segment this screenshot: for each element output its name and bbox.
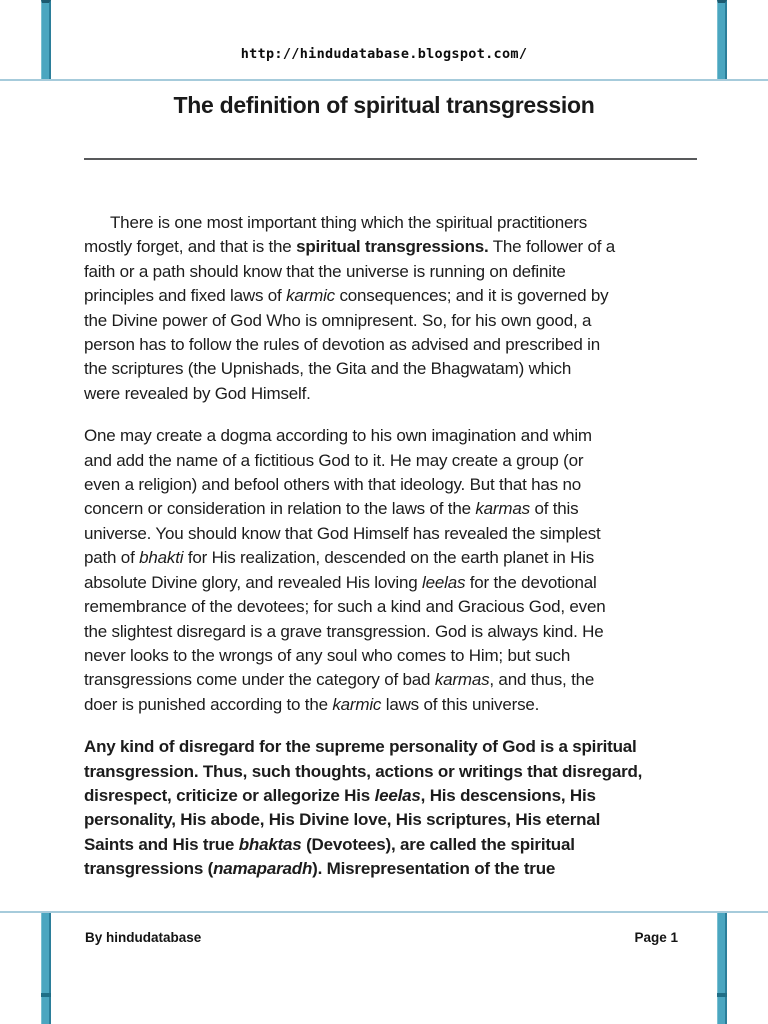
text-line: faith or a path should know that the universe is running on definite: [84, 261, 566, 281]
text-line: the Divine power of God Who is omnipresent. So, for his own good, a: [84, 310, 592, 330]
decorative-bar-bottom-right: [717, 913, 727, 1024]
text-line: path of bhakti for His realization, descended on the earth planet in His: [84, 548, 595, 568]
text-line: never looks to the wrongs of any soul who comes to Him; but such: [84, 645, 571, 665]
footer-rule: [0, 911, 768, 913]
decorative-bar-top-right: [717, 0, 727, 79]
footer-page-number: Page 1: [634, 930, 678, 945]
bar-notch-right: [717, 993, 727, 997]
text-line: even a religion) and befool others with that ideology. But that has no: [84, 475, 581, 495]
footer-author: By hindudatabase: [85, 930, 202, 945]
text-line: disrespect, criticize or allegorize His leelas, His descensions, His: [84, 785, 596, 805]
decorative-bar-bottom-left: [41, 913, 51, 1024]
text-line: doer is punished according to the karmic laws of this universe.: [84, 694, 540, 714]
text-line: were revealed by God Himself.: [84, 383, 311, 403]
paragraph: [84, 211, 700, 406]
text-line: remembrance of the devotees; for such a kind and Gracious God, even: [84, 597, 606, 617]
text-line: transgressions (namaparadh). Misrepresentation of the true: [84, 859, 556, 879]
text-line: Saints and His true bhaktas (Devotees), are called the spiritual: [84, 834, 575, 854]
decorative-bar-top-left: [41, 0, 51, 79]
page-title: The definition of spiritual transgression: [173, 92, 595, 118]
text-line: transgressions come under the category of bad karmas, and thus, the: [84, 670, 595, 690]
text-line: and add the name of a fictitious God to it. He may create a group (or: [84, 450, 584, 470]
paragraph: [84, 735, 700, 881]
text-line: Any kind of disregard for the supreme personality of God is a spiritual: [84, 737, 637, 757]
text-line: principles and fixed laws of karmic consequences; and it is governed by: [84, 286, 609, 306]
text-line: One may create a dogma according to his own imagination and whim: [84, 426, 592, 446]
text-line: There is one most important thing which the spiritual practitioners: [110, 213, 587, 232]
text-line: absolute Divine glory, and revealed His loving leelas for the devotional: [84, 572, 597, 592]
text-line: mostly forget, and that is the spiritual transgressions. The follower of a: [84, 237, 616, 257]
text-line: the slightest disregard is a grave transgression. God is always kind. He: [84, 621, 604, 641]
bar-notch-left: [41, 993, 51, 997]
text-line: the scriptures (the Upnishads, the Gita and the Bhagwatam) which: [84, 359, 572, 379]
header-url: http://hindudatabase.blogspot.com/: [240, 46, 528, 62]
text-line: person has to follow the rules of devotion as advised and prescribed in: [84, 335, 600, 355]
text-line: universe. You should know that God Himself has revealed the simplest: [84, 523, 601, 543]
paragraph: [84, 424, 700, 717]
document-body: [84, 211, 700, 900]
header-rule: [0, 79, 768, 81]
text-line: concern or consideration in relation to the laws of the karmas of this: [84, 499, 579, 519]
title-underline: [84, 158, 697, 160]
text-line: personality, His abode, His Divine love, His scriptures, His eternal: [84, 810, 601, 830]
text-line: transgression. Thus, such thoughts, actions or writings that disregard,: [84, 761, 643, 781]
